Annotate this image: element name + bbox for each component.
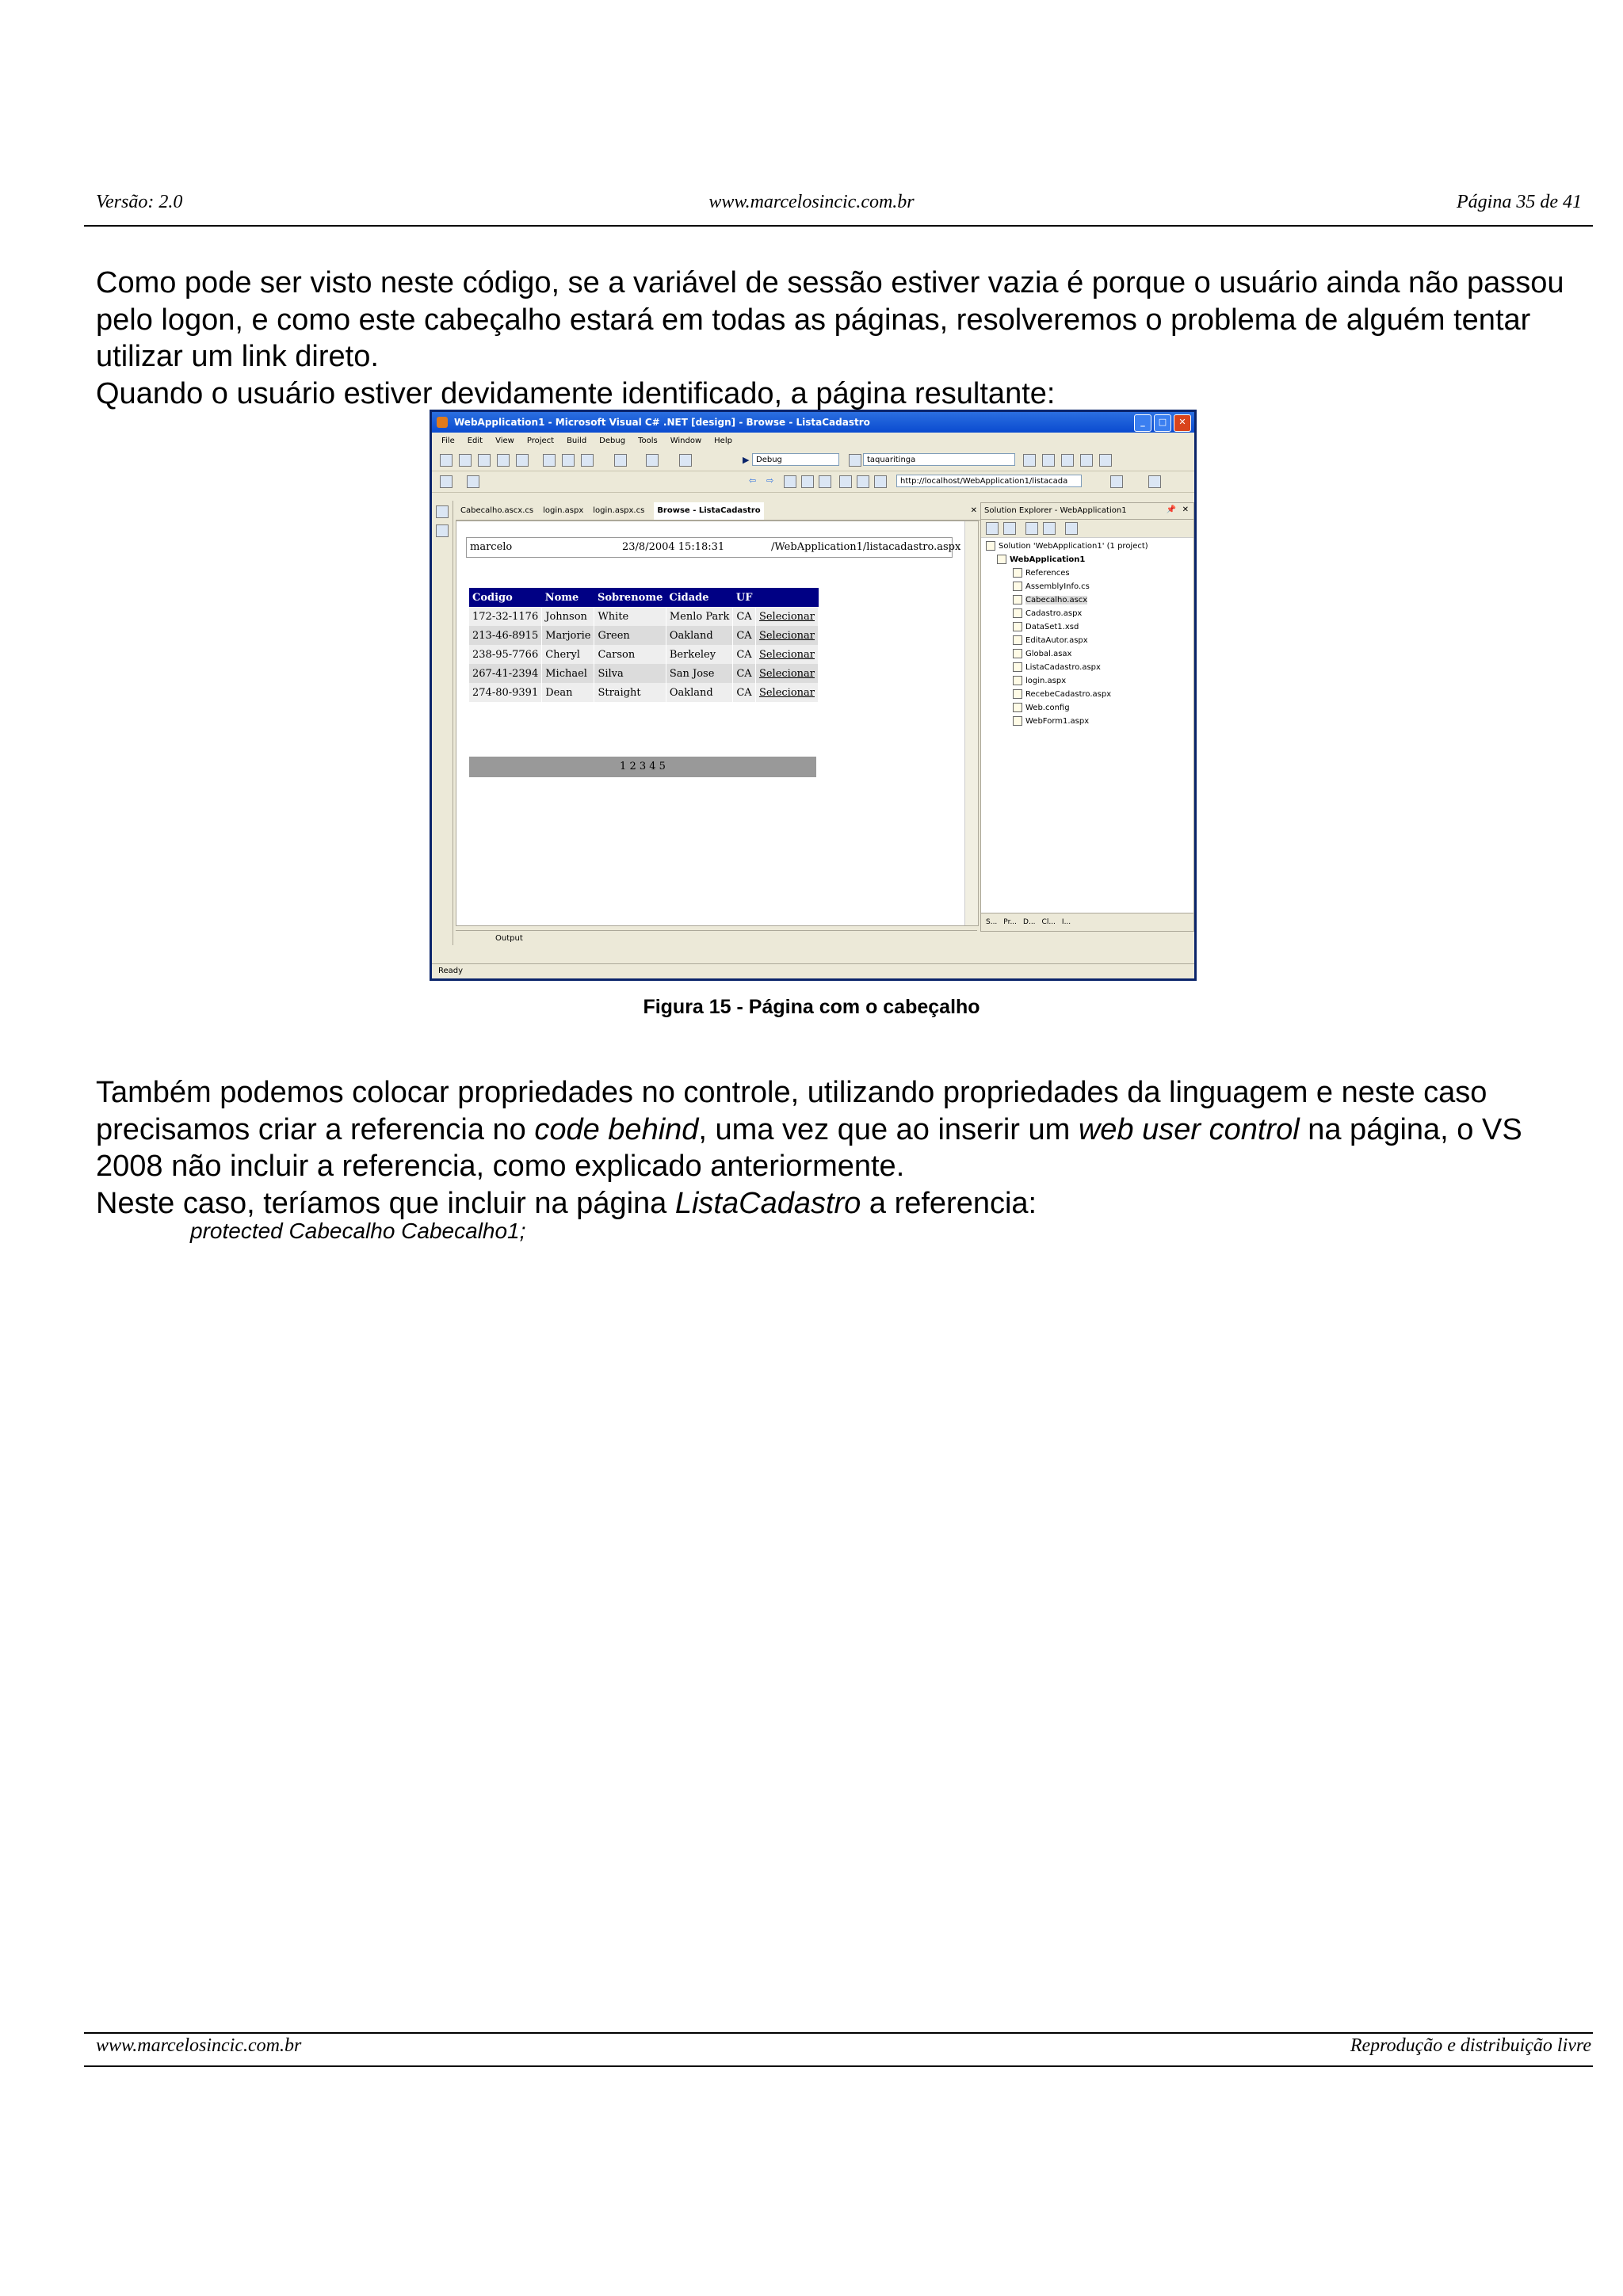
toolbox-icon[interactable] (1061, 454, 1074, 467)
header-site: www.marcelosincic.com.br (708, 192, 915, 212)
cell-sobrenome: Green (594, 626, 666, 645)
tools-icon[interactable] (1080, 454, 1093, 467)
menu-edit[interactable]: Edit (467, 437, 483, 445)
configuration-combo[interactable]: Debug (752, 453, 839, 466)
indent-icon[interactable] (440, 475, 453, 488)
cell-cidade: Oakland (666, 683, 733, 702)
cell-uf: CA (733, 626, 756, 645)
menu-window[interactable]: Window (670, 437, 702, 445)
redo-icon[interactable] (646, 454, 659, 467)
table-row (469, 683, 819, 702)
col-nome: Nome (542, 588, 594, 607)
references-icon (1013, 568, 1022, 578)
selecionar-link[interactable]: Selecionar (755, 626, 818, 645)
toolbox-tab-icon[interactable] (436, 524, 449, 537)
cell-nome: Marjorie (542, 626, 594, 645)
selecionar-link[interactable]: Selecionar (755, 683, 818, 702)
cell-codigo: 172-32-1176 (469, 607, 542, 626)
intro-paragraph-1: Como pode ser visto neste código, se a variável de sessão estiver vazia é porque o usuário ainda não passou pelo logon, e como este cabeçalho estará em todas as páginas, resolveremos o problema de alguém tentar utilizar um link direto. (96, 266, 1564, 373)
vs-menu-bar (432, 433, 1194, 449)
browse-view (456, 521, 979, 926)
tree-item[interactable]: EditaAutor.aspx (986, 634, 1148, 647)
col-codigo: Codigo (469, 588, 542, 607)
close-pane-icon[interactable]: ✕ (1182, 505, 1189, 514)
cell-cidade: San Jose (666, 664, 733, 683)
vs-screenshot (430, 410, 1197, 981)
grid-pager[interactable]: 1 2 3 4 5 (469, 757, 816, 777)
tree-item[interactable]: ListaCadastro.aspx (986, 661, 1148, 674)
file-icon (1013, 635, 1022, 645)
footer-site: www.marcelosincic.com.br (96, 2035, 302, 2056)
status-bar (432, 963, 1194, 978)
cabecalho-control (466, 537, 961, 558)
standard-toolbar (432, 450, 1194, 471)
save-all-icon[interactable] (516, 454, 529, 467)
file-icon (1013, 582, 1022, 591)
cut-icon[interactable] (543, 454, 556, 467)
header-user: marcelo (470, 541, 513, 553)
tree-item[interactable]: Cabecalho.ascx (986, 593, 1148, 607)
tree-item[interactable]: Cadastro.aspx (986, 607, 1148, 620)
code-snippet: protected Cabecalho Cabecalho1; (190, 1219, 526, 1243)
cell-sobrenome: Silva (594, 664, 666, 683)
tab-cabecalho-cs[interactable]: Cabecalho.ascx.cs (460, 506, 534, 515)
tree-item[interactable]: RecebeCadastro.aspx (986, 688, 1148, 701)
tree-item[interactable]: Web.config (986, 701, 1148, 715)
tab-class-view[interactable]: Cl... (1041, 918, 1056, 926)
find-combo[interactable]: taquaritinga (863, 453, 1015, 466)
forward-icon[interactable]: ⇨ (766, 475, 774, 486)
cell-nome: Michael (542, 664, 594, 683)
header-version: Versão: 2.0 (96, 192, 183, 212)
menu-build[interactable]: Build (567, 437, 587, 445)
refresh-solution-icon[interactable] (1025, 522, 1038, 535)
file-icon (1013, 703, 1022, 712)
cell-sobrenome: White (594, 607, 666, 626)
tab-browse-listacadastro[interactable]: Browse - ListaCadastro (654, 502, 763, 520)
cell-uf: CA (733, 645, 756, 664)
table-row (469, 664, 819, 683)
tree-item[interactable]: Global.asax (986, 647, 1148, 661)
file-icon (1013, 676, 1022, 685)
status-text: Ready (438, 967, 464, 975)
help-icon[interactable] (1148, 475, 1161, 488)
properties-icon[interactable] (1042, 454, 1055, 467)
file-icon (1013, 622, 1022, 631)
url-combo[interactable]: http://localhost/WebApplication1/listacada (896, 475, 1082, 487)
cell-cidade: Oakland (666, 626, 733, 645)
file-icon (1013, 608, 1022, 618)
file-icon (1013, 662, 1022, 672)
project-icon (997, 555, 1006, 564)
solution-icon (986, 541, 995, 551)
col-sobrenome: Sobrenome (594, 588, 666, 607)
vertical-scrollbar[interactable] (964, 521, 978, 925)
format-icon[interactable] (467, 475, 479, 488)
selecionar-link[interactable]: Selecionar (755, 607, 818, 626)
figure-caption: Figura 15 - Página com o cabeçalho (643, 996, 980, 1018)
web-user-control-term: web user control (1078, 1112, 1300, 1146)
tab-properties[interactable]: Pr... (1003, 918, 1018, 926)
vs-title-bar (432, 412, 1194, 433)
footer-license: Reprodução e distribuição livre (1350, 2035, 1591, 2056)
show-all-files-icon[interactable] (1043, 522, 1056, 535)
vs-app-icon (437, 417, 448, 428)
solution-explorer-title: Solution Explorer - WebApplication1 (981, 503, 1193, 520)
cell-nome: Dean (542, 683, 594, 702)
back-icon[interactable]: ⇦ (749, 475, 757, 486)
table-row (469, 645, 819, 664)
pane-tabs (981, 913, 1193, 931)
selecionar-link[interactable]: Selecionar (755, 645, 818, 664)
footer-rule-top (84, 2032, 1593, 2034)
vs-title: WebApplication1 - Microsoft Visual C# .NET [design] - Browse - ListaCadastro (454, 417, 870, 428)
tab-solution[interactable]: S... (986, 918, 998, 926)
page-name-term: ListaCadastro (674, 1186, 861, 1220)
tree-item[interactable]: WebApplication1 (986, 553, 1148, 566)
save-icon[interactable] (497, 454, 510, 467)
cell-sobrenome: Straight (594, 683, 666, 702)
history-icon[interactable] (874, 475, 887, 488)
cell-uf: CA (733, 683, 756, 702)
start-icon[interactable]: ▶ (743, 455, 750, 465)
output-tab[interactable]: Output (495, 934, 523, 943)
paste-icon[interactable] (581, 454, 594, 467)
body-paragraph-2: Neste caso, teríamos que incluir na página ListaCadastro a referencia: (96, 1186, 1037, 1220)
tree-item[interactable]: Solution 'WebApplication1' (1 project) (986, 540, 1148, 553)
menu-debug[interactable]: Debug (599, 437, 626, 445)
tab-index[interactable]: I... (1061, 918, 1071, 926)
web-toolbar (432, 471, 1194, 493)
server-explorer-icon[interactable] (436, 505, 449, 518)
window-buttons (1134, 414, 1191, 432)
sync-icon[interactable] (1110, 475, 1123, 488)
tab-login-aspx[interactable]: login.aspx (543, 506, 584, 515)
output-bar (456, 930, 977, 946)
cell-nome: Johnson (542, 607, 594, 626)
selecionar-link[interactable]: Selecionar (755, 664, 818, 683)
menu-file[interactable]: File (441, 437, 455, 445)
cell-codigo: 238-95-7766 (469, 645, 542, 664)
minimize-icon[interactable]: _ (1134, 414, 1151, 432)
tree-item[interactable]: AssemblyInfo.cs (986, 580, 1148, 593)
col-uf: UF (733, 588, 756, 607)
grid-header-row (469, 588, 819, 607)
cell-uf: CA (733, 607, 756, 626)
new-project-icon[interactable] (440, 454, 453, 467)
properties-pane-icon[interactable] (1065, 522, 1078, 535)
copy-icon[interactable] (562, 454, 575, 467)
datagrid (469, 588, 819, 702)
undo-icon[interactable] (614, 454, 627, 467)
document-tabs (456, 502, 982, 521)
find-icon[interactable] (849, 454, 861, 467)
menu-project[interactable]: Project (526, 437, 555, 445)
cell-sobrenome: Carson (594, 645, 666, 664)
cell-nome: Cheryl (542, 645, 594, 664)
intro-paragraph-2: Quando o usuário estiver devidamente identificado, a página resultante: (96, 376, 1056, 410)
tree-item[interactable]: WebForm1.aspx (986, 715, 1148, 728)
close-icon[interactable]: ✕ (1174, 414, 1191, 432)
cell-cidade: Berkeley (666, 645, 733, 664)
menu-help[interactable]: Help (714, 437, 732, 445)
header-page-number: Página 35 de 41 (1457, 192, 1582, 212)
body-paragraph-1: Também podemos colocar propriedades no controle, utilizando propriedades da linguagem e neste caso precisamos criar a referencia no code behind, uma vez que ao inserir um web user control na página, o VS 2008 não incluir a referencia, como explicado anteriormente. (96, 1076, 1522, 1183)
table-row (469, 626, 819, 645)
stop-icon[interactable] (784, 475, 796, 488)
tab-dynamic-help[interactable]: D... (1023, 918, 1036, 926)
maximize-icon[interactable]: □ (1154, 414, 1171, 432)
close-tab-icon[interactable]: ✕ (970, 506, 977, 515)
file-icon (1013, 649, 1022, 658)
solution-explorer (980, 502, 1194, 932)
cell-uf: CA (733, 664, 756, 683)
toolbox-strip[interactable] (432, 501, 453, 945)
cell-codigo: 213-46-8915 (469, 626, 542, 645)
view-code-icon[interactable] (986, 522, 999, 535)
header-rule (84, 225, 1593, 227)
code-behind-term: code behind (534, 1112, 699, 1146)
col-cidade: Cidade (666, 588, 733, 607)
home-icon[interactable] (819, 475, 831, 488)
file-icon (1013, 595, 1022, 605)
tree-item[interactable]: login.aspx (986, 674, 1148, 688)
solution-explorer-icon[interactable] (1023, 454, 1036, 467)
tab-login-cs[interactable]: login.aspx.cs (593, 506, 645, 515)
col-action (755, 588, 818, 607)
header-path: /WebApplication1/listacadastro.aspx (771, 541, 961, 553)
solution-tree (986, 540, 1148, 728)
navigate-icon[interactable] (679, 454, 692, 467)
header-datetime: 23/8/2004 15:18:31 (622, 541, 725, 553)
menu-tools[interactable]: Tools (638, 437, 658, 445)
tree-item[interactable]: DataSet1.xsd (986, 620, 1148, 634)
solution-toolbar (981, 520, 1193, 538)
open-icon[interactable] (478, 454, 491, 467)
pin-icon[interactable]: 📌 (1166, 505, 1176, 514)
add-item-icon[interactable] (459, 454, 472, 467)
refresh-icon[interactable] (801, 475, 814, 488)
search-icon[interactable] (839, 475, 852, 488)
menu-view[interactable]: View (495, 437, 514, 445)
view-designer-icon[interactable] (1003, 522, 1016, 535)
file-icon (1013, 716, 1022, 726)
body-text-2 (96, 1074, 1570, 1222)
file-icon (1013, 689, 1022, 699)
cell-codigo: 274-80-9391 (469, 683, 542, 702)
table-row (469, 607, 819, 626)
tree-item[interactable]: References (986, 566, 1148, 580)
intro-text (96, 265, 1570, 412)
footer-rule-bottom (84, 2065, 1593, 2067)
cell-cidade: Menlo Park (666, 607, 733, 626)
cell-codigo: 267-41-2394 (469, 664, 542, 683)
class-view-icon[interactable] (1099, 454, 1112, 467)
favorites-icon[interactable] (857, 475, 869, 488)
